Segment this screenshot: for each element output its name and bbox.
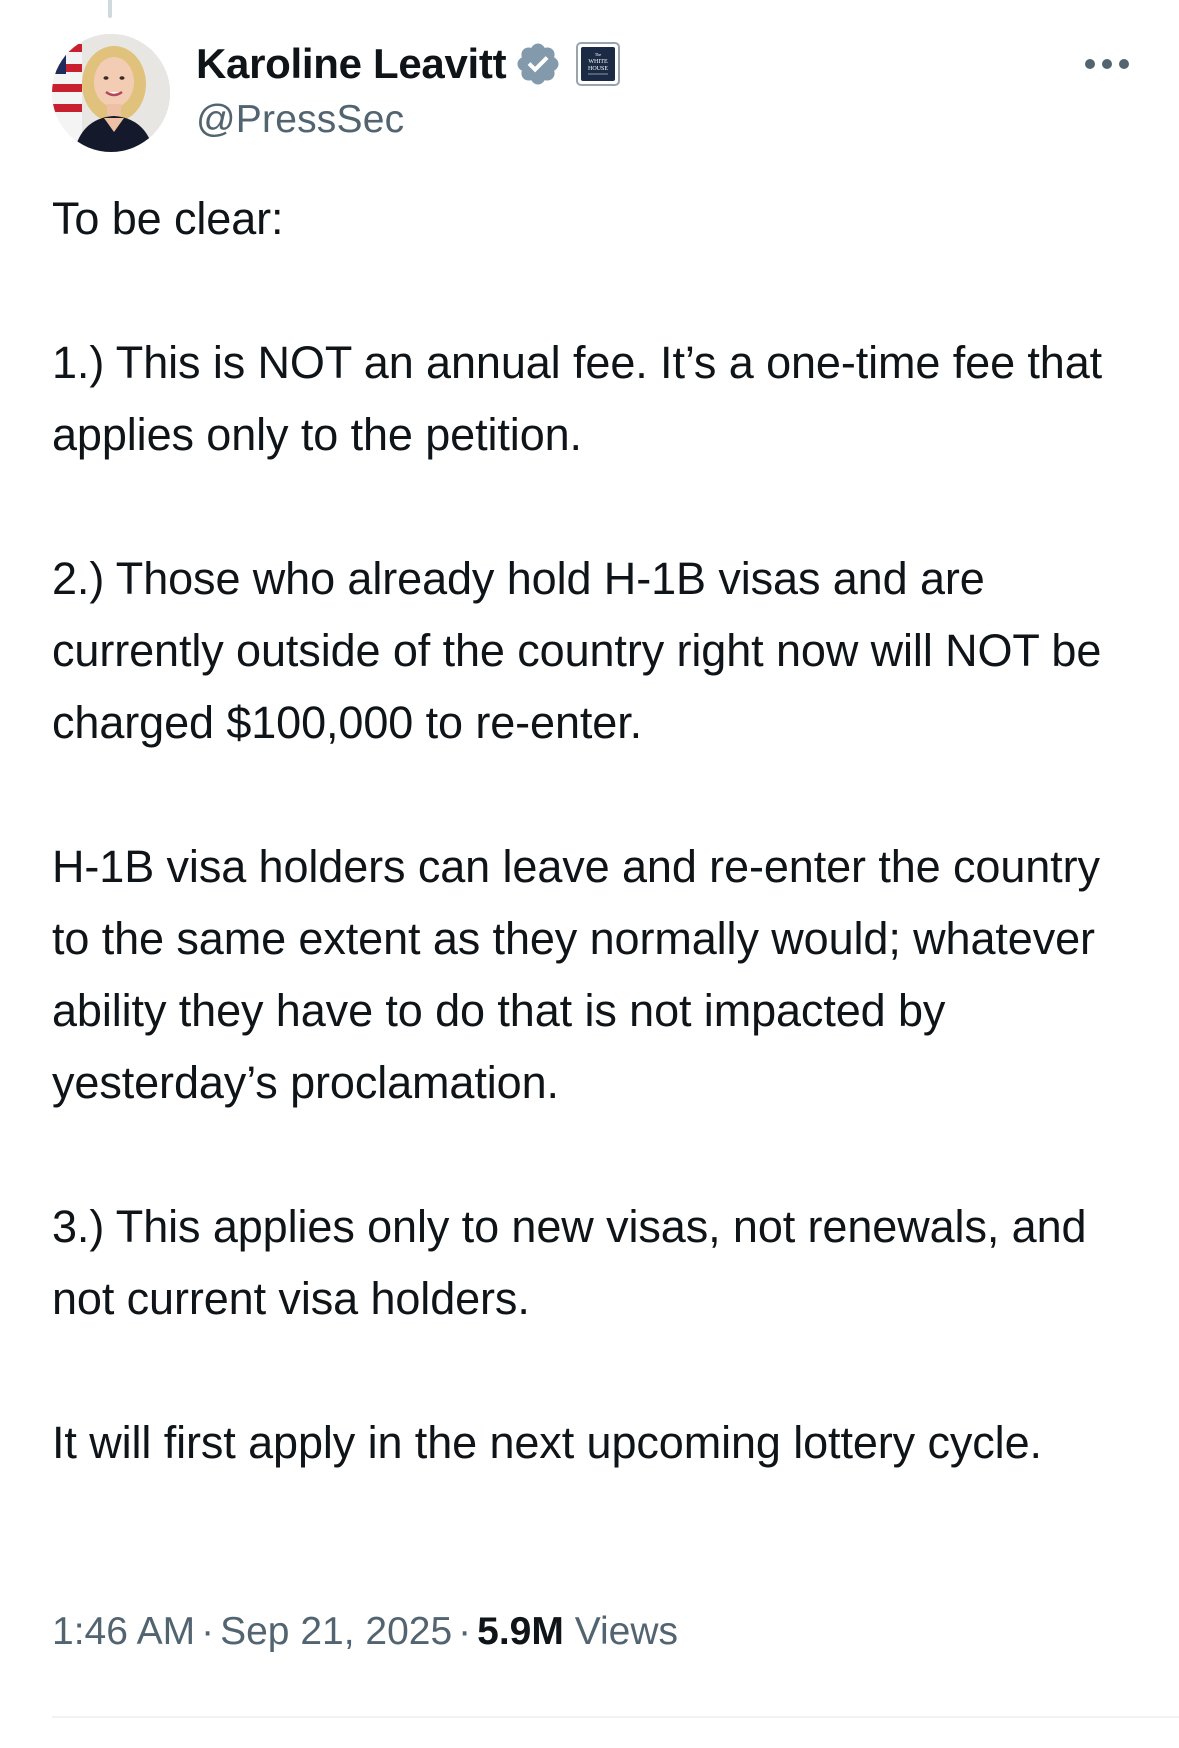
tweet-paragraph: 2.) Those who already hold H-1B visas and are currently outside of the country right now will NOT be charged $100,000 to re-enter. — [52, 553, 1102, 748]
meta-separator: · — [201, 1610, 215, 1653]
author-handle[interactable]: @PressSec — [196, 98, 405, 141]
white-house-affiliate-icon[interactable] — [576, 42, 620, 86]
more-options-button[interactable] — [1072, 46, 1142, 86]
tweet-paragraph: 1.) This is NOT an annual fee. It’s a one-time fee that applies only to the petition. — [52, 337, 1103, 460]
tweet-header — [52, 34, 1142, 154]
views-count[interactable]: 5.9M — [477, 1610, 564, 1653]
tweet-text — [52, 183, 1132, 1479]
tweet-metadata — [52, 1610, 678, 1654]
verified-badge-icon[interactable] — [514, 40, 562, 88]
avatar[interactable] — [52, 34, 170, 152]
tweet-paragraph: 3.) This applies only to new visas, not renewals, and not current visa holders. — [52, 1201, 1087, 1324]
meta-separator: · — [458, 1610, 472, 1653]
tweet-paragraph: It will first apply in the next upcoming lottery cycle. — [52, 1417, 1042, 1468]
affiliate-badge-text-bottom: HOUSE — [588, 66, 609, 72]
author-identity — [196, 36, 620, 142]
tweet-paragraph: To be clear: — [52, 193, 284, 244]
more-dots-icon — [1084, 57, 1130, 75]
affiliate-badge-text-top: The — [595, 52, 602, 57]
divider — [52, 1716, 1179, 1718]
tweet-date[interactable]: Sep 21, 2025 — [220, 1610, 453, 1653]
views-label: Views — [574, 1610, 679, 1653]
affiliate-badge-text-mid: WHITE — [588, 59, 608, 65]
tweet-time[interactable]: 1:46 AM — [52, 1610, 196, 1653]
author-display-name[interactable]: Karoline Leavitt — [196, 40, 507, 87]
author-name-row — [196, 36, 620, 92]
thread-connector-line — [108, 0, 112, 18]
tweet-paragraph: H-1B visa holders can leave and re-enter the country to the same extent as they normally would; whatever ability they have to do that is not impacted by yesterday’s proclamation. — [52, 841, 1100, 1108]
